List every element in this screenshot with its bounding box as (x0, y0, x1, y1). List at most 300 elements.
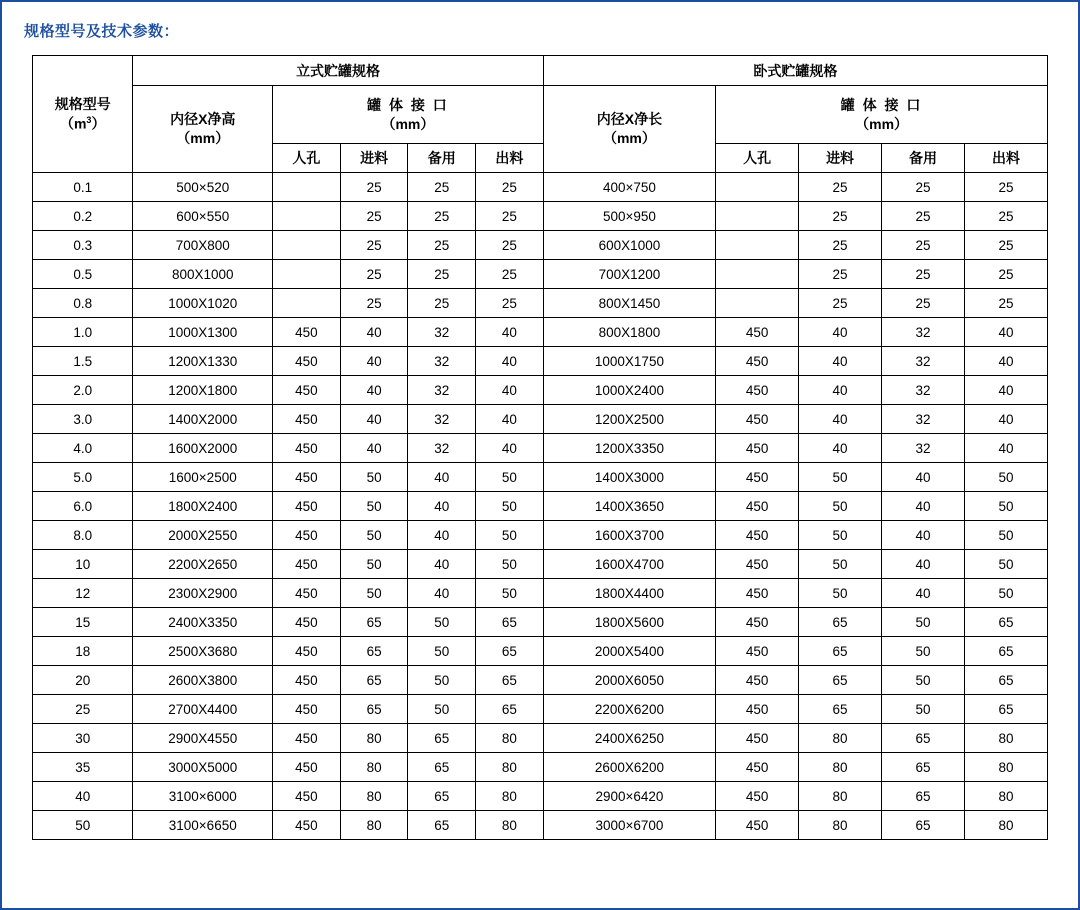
cell-horizontal-manhole: 450 (716, 608, 799, 637)
table-row (33, 492, 1048, 521)
cell-model: 20 (33, 666, 133, 695)
cell-horizontal-outlet: 80 (964, 811, 1047, 840)
table-row (33, 579, 1048, 608)
cell-vertical-dimension: 600×550 (133, 202, 273, 231)
cell-horizontal-outlet: 65 (964, 666, 1047, 695)
cell-vertical-dimension: 500×520 (133, 173, 273, 202)
cell-model: 50 (33, 811, 133, 840)
cell-vertical-inlet: 25 (340, 202, 408, 231)
table-row (33, 811, 1048, 840)
table-row (33, 376, 1048, 405)
cell-horizontal-inlet: 40 (799, 347, 882, 376)
table-header-row-subgroups (33, 86, 1048, 144)
cell-vertical-inlet: 25 (340, 173, 408, 202)
cell-vertical-inlet: 50 (340, 463, 408, 492)
cell-horizontal-inlet: 50 (799, 521, 882, 550)
cell-horizontal-dimension: 1600X4700 (543, 550, 715, 579)
table-row (33, 695, 1048, 724)
header-horizontal-dimension: 内径X净长 （mm） (543, 86, 715, 173)
cell-horizontal-spare: 65 (882, 782, 965, 811)
cell-horizontal-outlet: 40 (964, 318, 1047, 347)
table-header (33, 56, 1048, 173)
cell-vertical-outlet: 50 (476, 579, 544, 608)
cell-model: 10 (33, 550, 133, 579)
cell-horizontal-spare: 32 (882, 376, 965, 405)
cell-vertical-outlet: 80 (476, 782, 544, 811)
table-row (33, 666, 1048, 695)
cell-horizontal-manhole: 450 (716, 376, 799, 405)
header-model-superscript: 3 (86, 114, 92, 125)
cell-vertical-outlet: 50 (476, 521, 544, 550)
table-row (33, 173, 1048, 202)
cell-vertical-manhole: 450 (273, 347, 341, 376)
table-row (33, 202, 1048, 231)
cell-vertical-spare: 25 (408, 289, 476, 318)
cell-vertical-manhole (273, 202, 341, 231)
header-horizontal-spare: 备用 (882, 144, 965, 173)
cell-vertical-inlet: 80 (340, 753, 408, 782)
header-horizontal-ports: 罐 体 接 口 （mm） (716, 86, 1048, 144)
cell-horizontal-manhole (716, 260, 799, 289)
cell-horizontal-dimension: 2000X6050 (543, 666, 715, 695)
cell-horizontal-manhole: 450 (716, 782, 799, 811)
cell-horizontal-spare: 40 (882, 521, 965, 550)
header-vertical-inlet: 进料 (340, 144, 408, 173)
cell-vertical-outlet: 65 (476, 608, 544, 637)
cell-vertical-manhole: 450 (273, 666, 341, 695)
cell-vertical-manhole: 450 (273, 405, 341, 434)
cell-horizontal-dimension: 1000X1750 (543, 347, 715, 376)
cell-horizontal-outlet: 80 (964, 753, 1047, 782)
header-horizontal-manhole: 人孔 (716, 144, 799, 173)
header-vertical-group: 立式贮罐规格 (133, 56, 543, 86)
cell-horizontal-manhole: 450 (716, 695, 799, 724)
cell-horizontal-dimension: 2000X5400 (543, 637, 715, 666)
cell-vertical-manhole: 450 (273, 318, 341, 347)
cell-vertical-inlet: 65 (340, 637, 408, 666)
cell-horizontal-outlet: 25 (964, 202, 1047, 231)
cell-horizontal-outlet: 40 (964, 376, 1047, 405)
cell-vertical-inlet: 50 (340, 521, 408, 550)
cell-horizontal-inlet: 25 (799, 173, 882, 202)
cell-vertical-outlet: 65 (476, 666, 544, 695)
cell-vertical-outlet: 40 (476, 318, 544, 347)
table-body (33, 173, 1048, 840)
cell-horizontal-outlet: 25 (964, 173, 1047, 202)
cell-horizontal-outlet: 25 (964, 289, 1047, 318)
cell-vertical-dimension: 2300X2900 (133, 579, 273, 608)
cell-model: 0.5 (33, 260, 133, 289)
cell-horizontal-dimension: 1400X3000 (543, 463, 715, 492)
cell-horizontal-dimension: 3000×6700 (543, 811, 715, 840)
spec-table-container (2, 41, 1078, 840)
cell-vertical-inlet: 25 (340, 289, 408, 318)
cell-vertical-inlet: 65 (340, 695, 408, 724)
cell-vertical-spare: 65 (408, 782, 476, 811)
table-row (33, 463, 1048, 492)
cell-vertical-manhole: 450 (273, 463, 341, 492)
cell-model: 8.0 (33, 521, 133, 550)
cell-horizontal-spare: 25 (882, 202, 965, 231)
cell-vertical-dimension: 1600×2500 (133, 463, 273, 492)
cell-vertical-manhole: 450 (273, 550, 341, 579)
cell-vertical-spare: 32 (408, 405, 476, 434)
cell-horizontal-inlet: 40 (799, 318, 882, 347)
cell-horizontal-inlet: 40 (799, 434, 882, 463)
header-horizontal-outlet: 出料 (964, 144, 1047, 173)
cell-vertical-dimension: 2000X2550 (133, 521, 273, 550)
cell-horizontal-spare: 32 (882, 405, 965, 434)
cell-vertical-manhole: 450 (273, 579, 341, 608)
cell-vertical-dimension: 1200X1800 (133, 376, 273, 405)
cell-vertical-outlet: 50 (476, 463, 544, 492)
cell-vertical-spare: 50 (408, 608, 476, 637)
cell-model: 3.0 (33, 405, 133, 434)
cell-vertical-spare: 32 (408, 434, 476, 463)
header-model-unit: $(m^3)$ (59, 114, 106, 132)
cell-vertical-dimension: 2200X2650 (133, 550, 273, 579)
cell-horizontal-inlet: 50 (799, 550, 882, 579)
cell-vertical-manhole: 450 (273, 608, 341, 637)
cell-horizontal-inlet: 80 (799, 724, 882, 753)
cell-horizontal-inlet: 50 (799, 579, 882, 608)
cell-horizontal-spare: 50 (882, 666, 965, 695)
cell-vertical-manhole (273, 231, 341, 260)
cell-horizontal-outlet: 40 (964, 347, 1047, 376)
cell-horizontal-dimension: 2200X6200 (543, 695, 715, 724)
cell-vertical-inlet: 50 (340, 492, 408, 521)
cell-horizontal-outlet: 40 (964, 405, 1047, 434)
cell-vertical-spare: 40 (408, 550, 476, 579)
cell-vertical-dimension: 700X800 (133, 231, 273, 260)
header-vertical-ports: 罐 体 接 口 （mm） (273, 86, 544, 144)
cell-vertical-outlet: 80 (476, 724, 544, 753)
cell-horizontal-dimension: 1200X2500 (543, 405, 715, 434)
cell-vertical-spare: 50 (408, 666, 476, 695)
table-row (33, 289, 1048, 318)
cell-horizontal-outlet: 80 (964, 724, 1047, 753)
cell-horizontal-manhole: 450 (716, 579, 799, 608)
cell-horizontal-manhole: 450 (716, 811, 799, 840)
cell-vertical-manhole: 450 (273, 521, 341, 550)
cell-horizontal-inlet: 25 (799, 289, 882, 318)
cell-horizontal-outlet: 50 (964, 550, 1047, 579)
cell-vertical-spare: 40 (408, 463, 476, 492)
cell-vertical-outlet: 25 (476, 289, 544, 318)
cell-vertical-spare: 25 (408, 231, 476, 260)
cell-horizontal-outlet: 65 (964, 695, 1047, 724)
cell-horizontal-manhole: 450 (716, 550, 799, 579)
cell-vertical-outlet: 25 (476, 260, 544, 289)
cell-vertical-spare: 25 (408, 173, 476, 202)
cell-horizontal-dimension: 1200X3350 (543, 434, 715, 463)
cell-model: 40 (33, 782, 133, 811)
header-vertical-dimension: 内径X净高 （mm） (133, 86, 273, 173)
header-vertical-manhole: 人孔 (273, 144, 341, 173)
cell-horizontal-manhole: 450 (716, 753, 799, 782)
cell-vertical-spare: 65 (408, 753, 476, 782)
cell-horizontal-dimension: 800X1450 (543, 289, 715, 318)
cell-vertical-spare: 50 (408, 637, 476, 666)
cell-horizontal-manhole: 450 (716, 724, 799, 753)
cell-model: 15 (33, 608, 133, 637)
cell-vertical-inlet: 40 (340, 405, 408, 434)
cell-horizontal-spare: 25 (882, 289, 965, 318)
cell-model: 5.0 (33, 463, 133, 492)
cell-vertical-outlet: 25 (476, 202, 544, 231)
cell-horizontal-inlet: 65 (799, 666, 882, 695)
cell-horizontal-inlet: 65 (799, 637, 882, 666)
cell-vertical-dimension: 3000X5000 (133, 753, 273, 782)
table-row (33, 260, 1048, 289)
cell-model: 25 (33, 695, 133, 724)
cell-horizontal-manhole: 450 (716, 405, 799, 434)
cell-horizontal-manhole (716, 173, 799, 202)
cell-horizontal-manhole (716, 231, 799, 260)
cell-vertical-spare: 32 (408, 318, 476, 347)
cell-vertical-manhole: 450 (273, 434, 341, 463)
cell-model: 0.2 (33, 202, 133, 231)
cell-vertical-dimension: 1800X2400 (133, 492, 273, 521)
cell-horizontal-dimension: 1600X3700 (543, 521, 715, 550)
cell-horizontal-dimension: 1400X3650 (543, 492, 715, 521)
cell-horizontal-manhole: 450 (716, 463, 799, 492)
cell-vertical-dimension: 1400X2000 (133, 405, 273, 434)
cell-vertical-inlet: 40 (340, 347, 408, 376)
cell-vertical-manhole (273, 260, 341, 289)
cell-horizontal-inlet: 80 (799, 753, 882, 782)
cell-horizontal-spare: 50 (882, 608, 965, 637)
cell-horizontal-inlet: 80 (799, 811, 882, 840)
header-horizontal-inlet: 进料 (799, 144, 882, 173)
cell-vertical-outlet: 65 (476, 695, 544, 724)
cell-horizontal-spare: 25 (882, 231, 965, 260)
cell-horizontal-inlet: 65 (799, 695, 882, 724)
cell-model: 1.5 (33, 347, 133, 376)
cell-vertical-dimension: 2500X3680 (133, 637, 273, 666)
cell-horizontal-inlet: 50 (799, 463, 882, 492)
cell-vertical-dimension: 1000X1020 (133, 289, 273, 318)
cell-horizontal-manhole (716, 289, 799, 318)
cell-vertical-spare: 40 (408, 492, 476, 521)
cell-horizontal-spare: 50 (882, 637, 965, 666)
cell-vertical-dimension: 2400X3350 (133, 608, 273, 637)
cell-vertical-manhole: 450 (273, 376, 341, 405)
cell-horizontal-spare: 32 (882, 318, 965, 347)
cell-vertical-manhole: 450 (273, 724, 341, 753)
cell-vertical-manhole: 450 (273, 695, 341, 724)
cell-horizontal-manhole: 450 (716, 347, 799, 376)
cell-vertical-dimension: 3100×6000 (133, 782, 273, 811)
cell-horizontal-spare: 65 (882, 811, 965, 840)
cell-model: 35 (33, 753, 133, 782)
table-row (33, 637, 1048, 666)
cell-vertical-outlet: 40 (476, 434, 544, 463)
table-row (33, 521, 1048, 550)
cell-vertical-manhole: 450 (273, 811, 341, 840)
cell-horizontal-outlet: 65 (964, 637, 1047, 666)
cell-horizontal-manhole: 450 (716, 637, 799, 666)
cell-horizontal-spare: 50 (882, 695, 965, 724)
cell-vertical-outlet: 80 (476, 811, 544, 840)
cell-horizontal-outlet: 50 (964, 579, 1047, 608)
table-row (33, 347, 1048, 376)
cell-horizontal-dimension: 1800X5600 (543, 608, 715, 637)
header-vertical-spare: 备用 (408, 144, 476, 173)
cell-horizontal-manhole: 450 (716, 521, 799, 550)
cell-horizontal-spare: 25 (882, 260, 965, 289)
table-row (33, 318, 1048, 347)
cell-vertical-dimension: 1200X1330 (133, 347, 273, 376)
table-row (33, 434, 1048, 463)
cell-horizontal-spare: 40 (882, 463, 965, 492)
cell-vertical-spare: 65 (408, 811, 476, 840)
cell-vertical-outlet: 25 (476, 231, 544, 260)
table-row (33, 724, 1048, 753)
cell-vertical-spare: 65 (408, 724, 476, 753)
cell-horizontal-inlet: 40 (799, 376, 882, 405)
table-header-row-groups (33, 56, 1048, 86)
cell-vertical-dimension: 2900X4550 (133, 724, 273, 753)
table-row (33, 753, 1048, 782)
cell-horizontal-spare: 40 (882, 492, 965, 521)
cell-vertical-outlet: 40 (476, 347, 544, 376)
cell-horizontal-dimension: 800X1800 (543, 318, 715, 347)
cell-vertical-spare: 25 (408, 260, 476, 289)
cell-horizontal-dimension: 400×750 (543, 173, 715, 202)
cell-vertical-inlet: 40 (340, 376, 408, 405)
cell-vertical-spare: 32 (408, 347, 476, 376)
cell-model: 12 (33, 579, 133, 608)
cell-model: 18 (33, 637, 133, 666)
cell-vertical-spare: 50 (408, 695, 476, 724)
cell-horizontal-manhole: 450 (716, 434, 799, 463)
cell-model: 0.1 (33, 173, 133, 202)
table-row (33, 608, 1048, 637)
cell-vertical-manhole: 450 (273, 492, 341, 521)
table-row (33, 550, 1048, 579)
cell-vertical-dimension: 800X1000 (133, 260, 273, 289)
cell-vertical-dimension: 2700X4400 (133, 695, 273, 724)
cell-vertical-outlet: 40 (476, 405, 544, 434)
cell-vertical-inlet: 40 (340, 318, 408, 347)
cell-horizontal-spare: 40 (882, 579, 965, 608)
cell-vertical-outlet: 65 (476, 637, 544, 666)
cell-horizontal-dimension: 1000X2400 (543, 376, 715, 405)
cell-vertical-inlet: 50 (340, 579, 408, 608)
cell-horizontal-dimension: 2600X6200 (543, 753, 715, 782)
cell-vertical-inlet: 25 (340, 231, 408, 260)
header-horizontal-group: 卧式贮罐规格 (543, 56, 1047, 86)
spec-table (32, 55, 1048, 840)
cell-horizontal-spare: 65 (882, 724, 965, 753)
page-title: 规格型号及技术参数： (24, 23, 180, 40)
cell-vertical-manhole: 450 (273, 753, 341, 782)
cell-horizontal-inlet: 25 (799, 260, 882, 289)
cell-vertical-inlet: 80 (340, 724, 408, 753)
table-row (33, 231, 1048, 260)
cell-horizontal-inlet: 80 (799, 782, 882, 811)
cell-model: 0.3 (33, 231, 133, 260)
cell-horizontal-outlet: 25 (964, 231, 1047, 260)
cell-model: 2.0 (33, 376, 133, 405)
cell-vertical-manhole (273, 173, 341, 202)
cell-vertical-spare: 40 (408, 579, 476, 608)
cell-horizontal-dimension: 600X1000 (543, 231, 715, 260)
cell-model: 30 (33, 724, 133, 753)
cell-vertical-dimension: 2600X3800 (133, 666, 273, 695)
cell-horizontal-inlet: 25 (799, 202, 882, 231)
cell-vertical-outlet: 40 (476, 376, 544, 405)
cell-vertical-outlet: 80 (476, 753, 544, 782)
cell-horizontal-manhole: 450 (716, 492, 799, 521)
header-model: 规格型号 $(m^3)$ (33, 56, 133, 173)
cell-vertical-manhole (273, 289, 341, 318)
cell-vertical-inlet: 65 (340, 666, 408, 695)
cell-vertical-inlet: 25 (340, 260, 408, 289)
cell-vertical-spare: 40 (408, 521, 476, 550)
cell-horizontal-outlet: 80 (964, 782, 1047, 811)
cell-horizontal-dimension: 2400X6250 (543, 724, 715, 753)
cell-vertical-manhole: 450 (273, 637, 341, 666)
cell-vertical-inlet: 65 (340, 608, 408, 637)
cell-vertical-spare: 32 (408, 376, 476, 405)
cell-horizontal-manhole: 450 (716, 318, 799, 347)
cell-horizontal-dimension: 2900×6420 (543, 782, 715, 811)
cell-vertical-inlet: 50 (340, 550, 408, 579)
table-row (33, 782, 1048, 811)
cell-horizontal-dimension: 1800X4400 (543, 579, 715, 608)
table-row (33, 405, 1048, 434)
cell-horizontal-manhole: 450 (716, 666, 799, 695)
cell-horizontal-spare: 40 (882, 550, 965, 579)
cell-horizontal-outlet: 40 (964, 434, 1047, 463)
cell-horizontal-spare: 25 (882, 173, 965, 202)
cell-vertical-manhole: 450 (273, 782, 341, 811)
cell-horizontal-dimension: 500×950 (543, 202, 715, 231)
cell-vertical-outlet: 50 (476, 492, 544, 521)
cell-model: 1.0 (33, 318, 133, 347)
cell-horizontal-dimension: 700X1200 (543, 260, 715, 289)
cell-horizontal-spare: 32 (882, 434, 965, 463)
cell-vertical-dimension: 1600X2000 (133, 434, 273, 463)
cell-horizontal-inlet: 40 (799, 405, 882, 434)
cell-horizontal-inlet: 25 (799, 231, 882, 260)
cell-model: 6.0 (33, 492, 133, 521)
cell-vertical-outlet: 25 (476, 173, 544, 202)
cell-vertical-inlet: 80 (340, 811, 408, 840)
cell-horizontal-outlet: 50 (964, 492, 1047, 521)
cell-vertical-inlet: 80 (340, 782, 408, 811)
cell-horizontal-spare: 65 (882, 753, 965, 782)
cell-horizontal-outlet: 50 (964, 463, 1047, 492)
cell-vertical-inlet: 40 (340, 434, 408, 463)
cell-horizontal-outlet: 25 (964, 260, 1047, 289)
cell-horizontal-inlet: 65 (799, 608, 882, 637)
cell-vertical-dimension: 3100×6650 (133, 811, 273, 840)
cell-horizontal-inlet: 50 (799, 492, 882, 521)
cell-model: 4.0 (33, 434, 133, 463)
cell-horizontal-manhole (716, 202, 799, 231)
cell-horizontal-outlet: 50 (964, 521, 1047, 550)
header-vertical-outlet: 出料 (476, 144, 544, 173)
cell-vertical-outlet: 50 (476, 550, 544, 579)
cell-model: 0.8 (33, 289, 133, 318)
cell-horizontal-spare: 32 (882, 347, 965, 376)
cell-horizontal-outlet: 65 (964, 608, 1047, 637)
cell-vertical-spare: 25 (408, 202, 476, 231)
cell-vertical-dimension: 1000X1300 (133, 318, 273, 347)
